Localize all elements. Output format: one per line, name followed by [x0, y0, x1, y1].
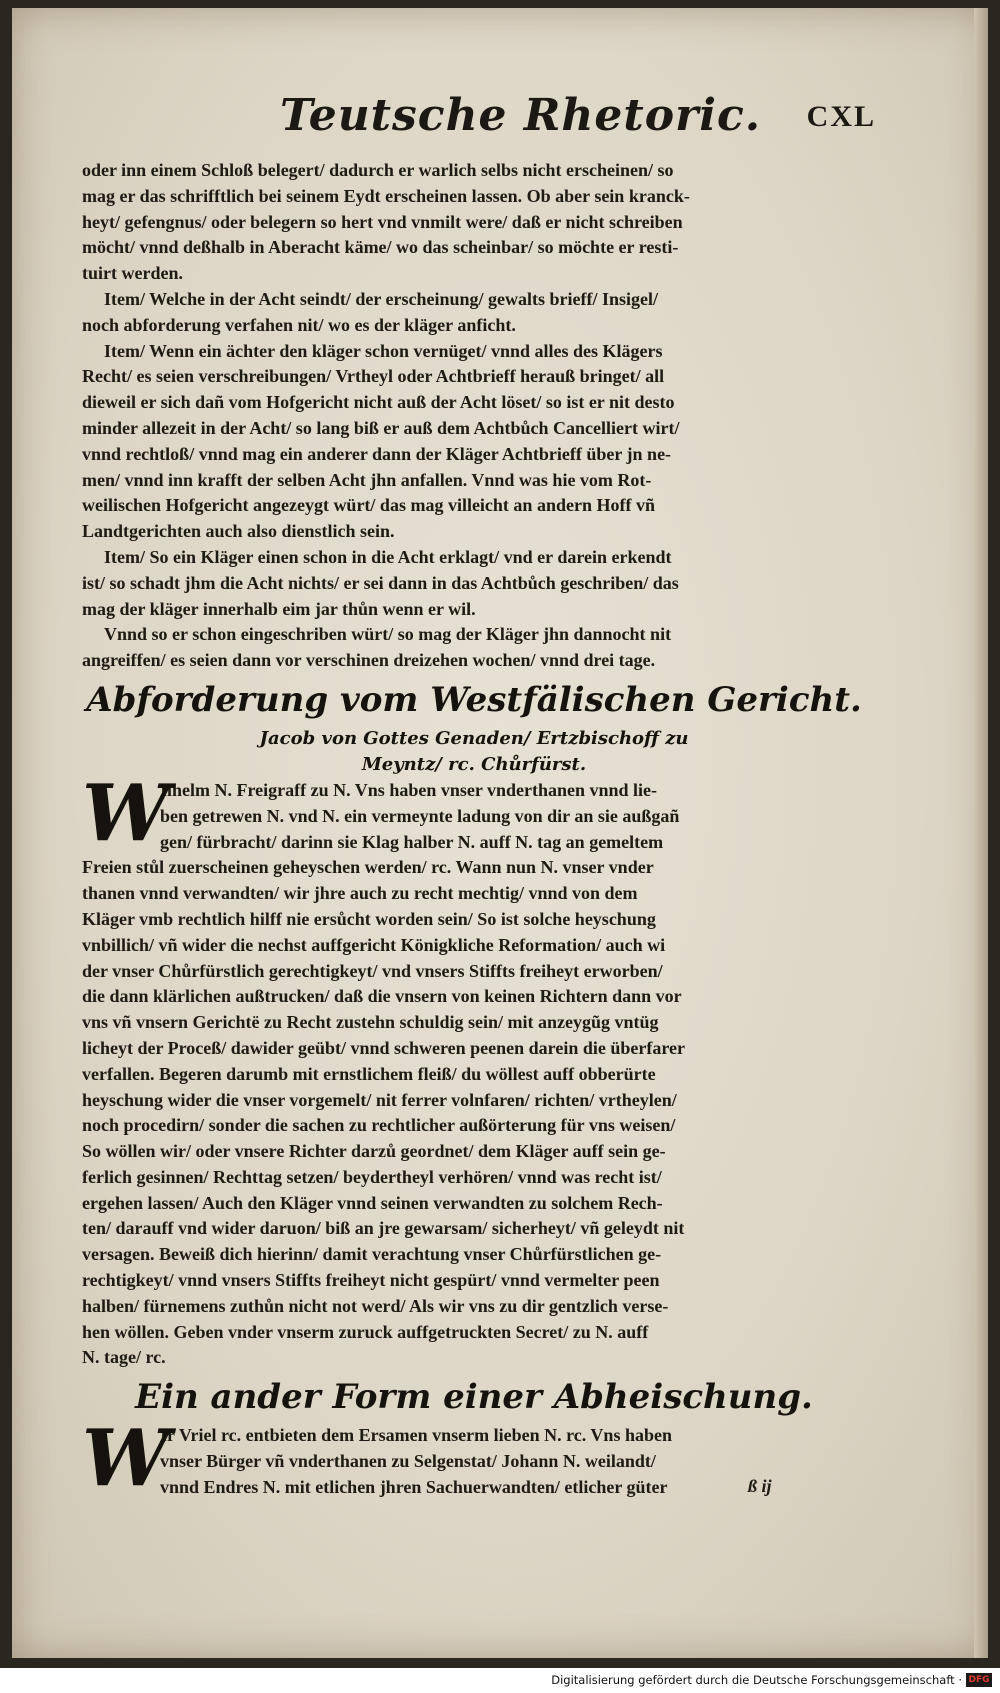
- dfg-logo: [966, 1673, 992, 1687]
- text-line: hen wöllen. Geben vnder vnserm zuruck auffgetruckten Secret/ zu N. auff: [82, 1321, 649, 1342]
- text-line: weilischen Hofgericht angezeygt würt/ das mag villeicht an andern Hoff vñ: [82, 495, 655, 516]
- text-line: Landtgerichten auch also dienstlich sein.: [82, 521, 395, 542]
- text-line: Recht/ es seien verschreibungen/ Vrtheyl oder Achtbrieff herauß bringet/ all: [82, 366, 665, 387]
- text-line: Kläger vmb rechtlich hilff nie ersůcht worden sein/ So ist solche heyschung: [82, 908, 656, 929]
- folio-number: CXL: [806, 100, 876, 133]
- text-line: dieweil er sich dañ vom Hofgericht nicht auß der Acht löset/ so ist er nit desto: [82, 392, 675, 413]
- subheading-line-1: Jacob von Gottes Genaden/ Ertzbischoff zu: [259, 727, 689, 749]
- text-line: tuirt werden.: [82, 263, 183, 284]
- text-line: vnnd Endres N. mit etlichen jhren Sachuerwandten/ etlicher güter: [160, 1476, 668, 1497]
- text-line: licheyt der Proceß/ dawider geübt/ vnnd schweren peenen darein die überfarer: [82, 1037, 685, 1058]
- text-line: versagen. Beweiß dich hierinn/ damit verachtung vnser Chůrfürstlichen ge-: [82, 1244, 662, 1265]
- text-line: ben getrewen N. vnd N. ein vermeynte ladung von dir an sie außgañ: [160, 805, 680, 826]
- text-line: minder allezeit in der Acht/ so lang biß er auß dem Achtbůch Cancelliert wirt/: [82, 417, 680, 438]
- page-edge: [974, 8, 988, 1658]
- text-line: oder inn einem Schloß belegert/ dadurch er warlich selbs nicht erscheinen/ so: [82, 160, 674, 180]
- text-line: ten/ darauff vnd wider daruon/ biß an jre gewarsam/ sicherheyt/ vñ geleydt nit: [82, 1218, 685, 1239]
- text-line: heyt/ gefengnus/ oder belegern so hert vnd vnmilt were/ daß er nicht schreiben: [82, 211, 683, 232]
- dfg-logo-text: DFG: [968, 1675, 990, 1685]
- text-line: men/ vnnd inn krafft der selben Acht jhn anfallen. Vnnd was hie vom Rot-: [82, 469, 652, 490]
- text-block-part2-cap: [82, 778, 866, 855]
- text-block-part1: [82, 158, 866, 674]
- text-line: verfallen. Begeren darumb mit ernstlichem fleiß/ du wöllest auff obberürte: [82, 1063, 656, 1084]
- text-line: vnser Bürger vñ vnderthanen zu Selgenstat/ Johann N. weilandt/: [160, 1451, 656, 1472]
- initial-block-1: [82, 767, 866, 859]
- text-line: So wöllen wir/ oder vnsere Richter darzů geordnet/ dem Kläger auff sein ge-: [82, 1141, 666, 1162]
- text-line: gen/ fürbracht/ darinn sie Klag halber N. auff N. tag an gemeltem: [160, 831, 664, 852]
- text-line: noch procedirn/ sonder die sachen zu rechtlicher außörterung für vns weisen/: [82, 1115, 676, 1136]
- text-line: Item/ Welche in der Acht seindt/ der erscheinung/ gewalts brieff/ Insigel/: [104, 288, 658, 309]
- text-line: vnnd rechtloß/ vnnd mag ein anderer dann der Kläger Achtbrieff über jn ne-: [82, 443, 672, 464]
- text-line: heyschung wider die vnser vorgemelt/ nit ferrer volnfaren/ richten/ vrtheylen/: [82, 1089, 677, 1110]
- text-line: ist/ so schadt jhm die Acht nichts/ er sei dann in das Achtbůch geschriben/ das: [82, 572, 679, 593]
- text-line: noch abforderung verfahen nit/ wo es der kläger anficht.: [82, 314, 516, 335]
- text-line: möcht/ vnnd deßhalb in Aberacht käme/ wo das scheinbar/ so möchte er resti-: [82, 237, 679, 258]
- text-line: rechtigkeyt/ vnnd vnsers Stiffts freiheyt nicht gespürt/ vnnd vermelter peen: [82, 1270, 660, 1291]
- body-text: [82, 158, 866, 1505]
- footer-credit: Digitalisierung gefördert durch die Deutsche Forschungsgemeinschaft ·: [551, 1673, 962, 1687]
- text-line: vnbillich/ vñ wider die nechst auffgericht Königkliche Reformation/ auch wi: [82, 934, 666, 955]
- text-line: der vnser Chůrfürstlich gerechtigkeyt/ vnd vnsers Stiffts freiheyt erworben/: [82, 960, 663, 981]
- text-line: halben/ fürnemens zuthůn nicht not werd/ Als wir vns zu dir gentzlich verse-: [82, 1295, 669, 1316]
- text-line: Item/ Wenn ein ächter den kläger schon vernüget/ vnnd alles des Klägers: [104, 340, 663, 361]
- subheading-line-2: Meyntz/ rc. Chůrfürst.: [361, 753, 587, 775]
- text-line: Vnnd so er schon eingeschriben würt/ so mag der Kläger jhn dannocht nit: [104, 624, 672, 645]
- text-line: N. tage/ rc.: [82, 1347, 166, 1368]
- digitization-footer: [0, 1668, 1000, 1693]
- text-line: die dann klärlichen außtrucken/ daß die vnsern von keinen Richtern dann vor: [82, 986, 682, 1007]
- text-line: ergehen lassen/ Auch den Kläger vnnd seinen verwandten zu solchem Rech-: [82, 1192, 663, 1213]
- drop-cap-initial: W: [82, 767, 170, 859]
- section-heading-abforderung: Abforderung vom Westfälischen Gericht.: [86, 679, 862, 720]
- text-line: Ir Vriel rc. entbieten dem Ersamen vnserm lieben N. rc. Vns haben: [160, 1425, 672, 1446]
- text-line: Freien stůl zuerscheinen geheyschen werden/ rc. Wann nun N. vnser vnder: [82, 857, 654, 878]
- running-title: Teutsche Rhetoric.: [280, 90, 762, 141]
- section-heading-abheischung: Ein ander Form einer Abheischung.: [135, 1377, 813, 1418]
- text-line: thanen vnnd verwandten/ wir jhre auch zu recht mechtig/ vnnd von dem: [82, 883, 638, 904]
- text-block-part2: [82, 855, 866, 1371]
- page-header: [270, 90, 876, 160]
- text-line: angreiffen/ es seien dann vor verschinen dreizehen wochen/ vnnd drei tage.: [82, 650, 656, 671]
- text-line: mag der kläger innerhalb eim jar thůn wenn er wil.: [82, 598, 476, 619]
- drop-cap-initial: W: [82, 1413, 170, 1505]
- text-line: mag er das schrifftlich bei seinem Eydt erscheinen lassen. Ob aber sein kranck-: [82, 185, 690, 206]
- text-line: Item/ So ein Kläger einen schon in die Acht erklagt/ vnd er darein erkendt: [104, 546, 672, 567]
- text-line: ferlich gesinnen/ Rechttag setzen/ beydertheyl verhören/ vnnd was recht ist/: [82, 1166, 662, 1187]
- text-line: Ilhelm N. Freigraff zu N. Vns haben vnser vnderthanen vnnd lie-: [160, 779, 658, 800]
- signature-mark: ß ij: [748, 1476, 772, 1496]
- text-line: vns vñ vnsern Gerichtë zu Recht zustehn schuldig sein/ mit anzeygũg vntüg: [82, 1012, 659, 1033]
